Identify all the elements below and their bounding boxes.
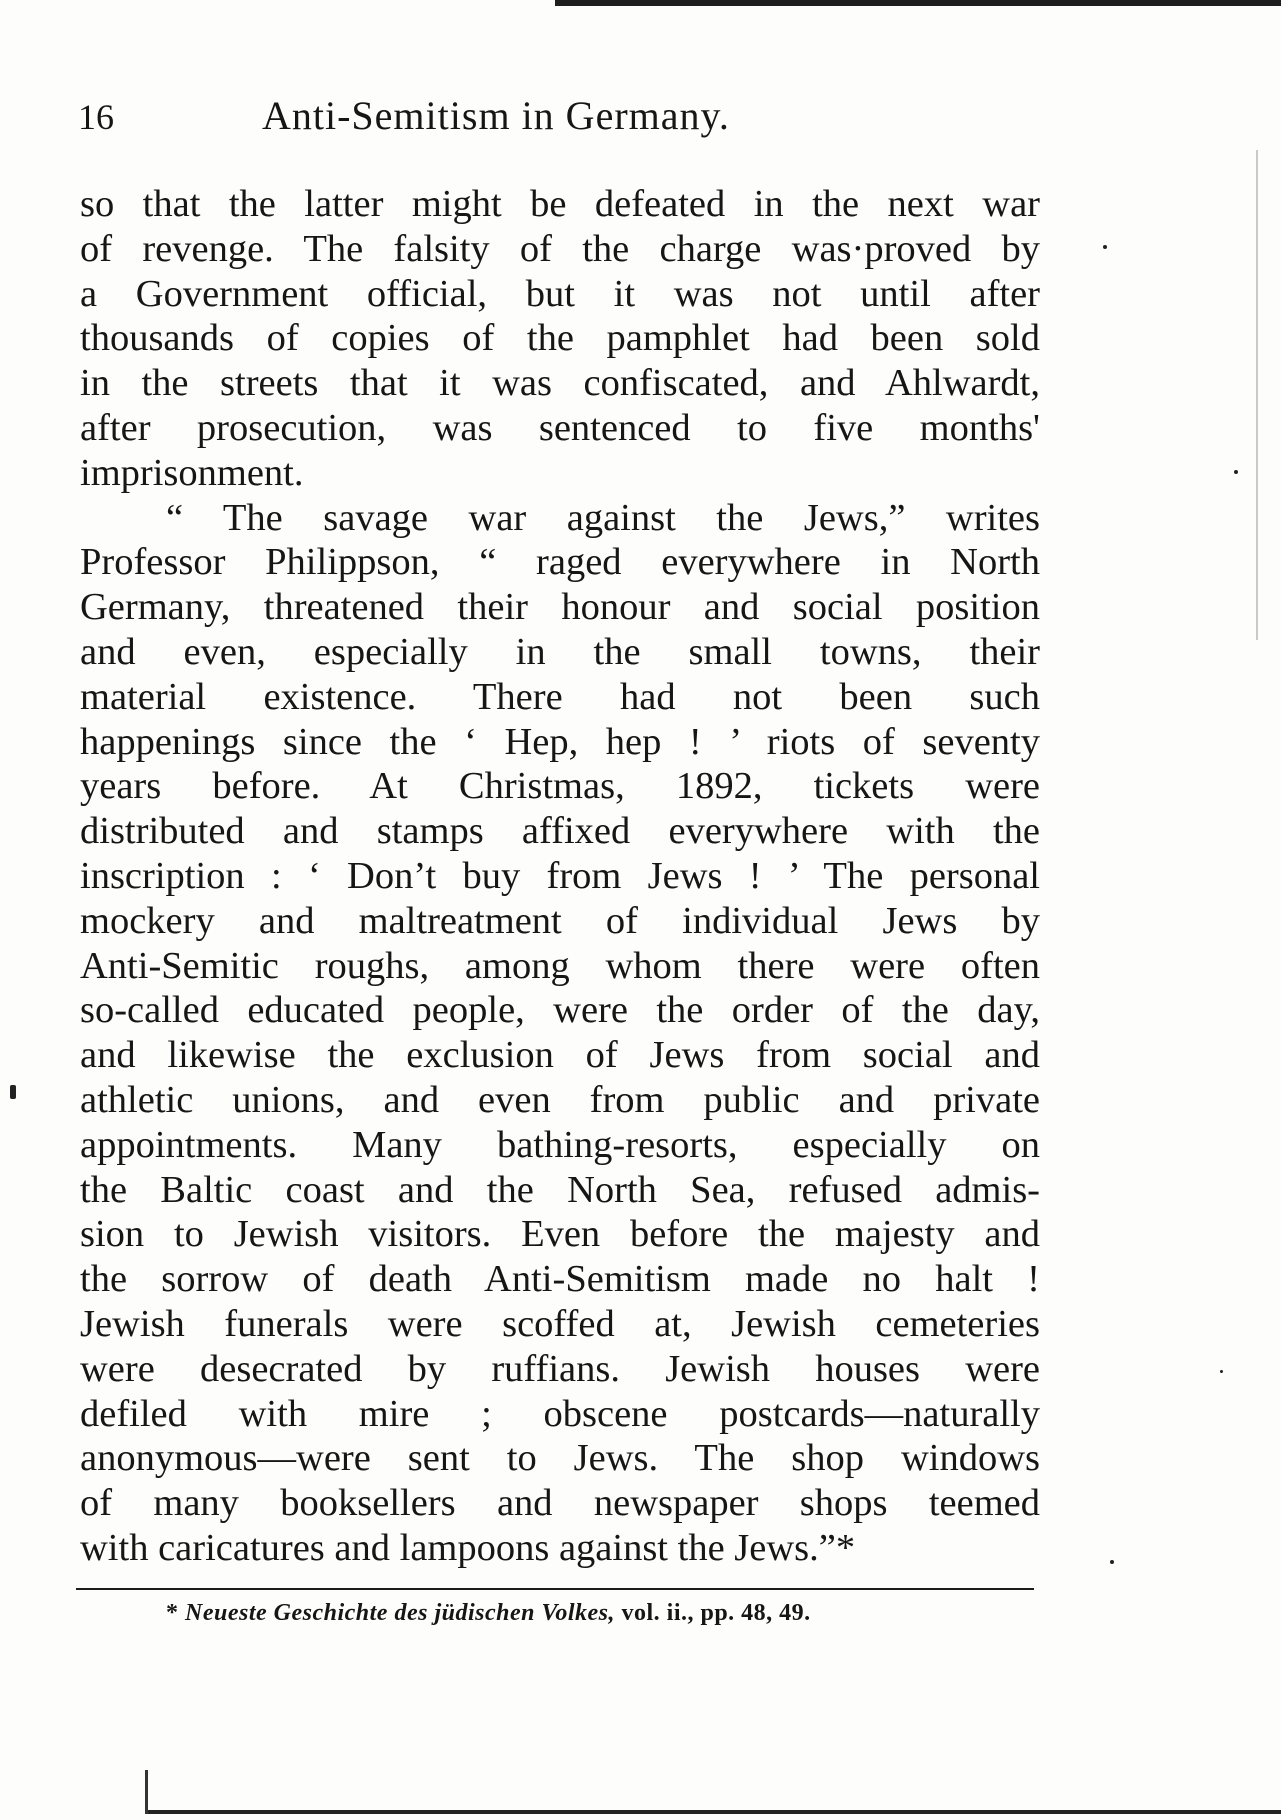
- body-line: inscription : ‘ Don’t buy from Jews ! ’ The personal: [80, 854, 1040, 897]
- body-text: [80, 182, 1040, 1571]
- body-line: thousands of copies of the pamphlet had been sold: [80, 317, 1040, 360]
- footnote-citation: vol. ii., pp. 48, 49.: [621, 1600, 811, 1626]
- body-line: anonymous—were sent to Jews. The shop windows: [80, 1437, 1040, 1480]
- body-line: sion to Jewish visitors. Even before the majesty and: [80, 1213, 1040, 1256]
- body-line: Germany, threatened their honour and social position: [80, 586, 1040, 629]
- footnote-title: Neueste Geschichte des jüdischen Volkes,: [185, 1600, 615, 1626]
- body-line: appointments. Many bathing-resorts, especially on: [80, 1123, 1040, 1166]
- footnote: [166, 1600, 1026, 1627]
- body-line: defiled with mire ; obscene postcards—naturally: [80, 1392, 1040, 1435]
- body-line: a Government official, but it was not until after: [80, 272, 1040, 315]
- scan-edge-bottom-left: [145, 1770, 148, 1814]
- body-line: distributed and stamps affixed everywhere with the: [80, 810, 1040, 853]
- body-line: athletic unions, and even from public and private: [80, 1078, 1040, 1121]
- body-line: mockery and maltreatment of individual Jews by: [80, 899, 1040, 942]
- body-line: material existence. There had not been such: [80, 675, 1040, 718]
- body-line: happenings since the ‘ Hep, hep ! ’ riots of seventy: [80, 720, 1040, 763]
- body-line: the Baltic coast and the North Sea, refused admis-: [80, 1168, 1040, 1211]
- body-line: “ The savage war against the Jews,” writes: [166, 496, 1040, 539]
- body-line: Professor Philippson, “ raged everywhere in North: [80, 541, 1040, 584]
- body-line: after prosecution, was sentenced to five months': [80, 406, 1040, 449]
- scan-speck: [1220, 1370, 1223, 1373]
- body-line: and even, especially in the small towns, their: [80, 630, 1040, 673]
- body-line: imprisonment.: [80, 451, 304, 494]
- body-line: of revenge. The falsity of the charge was·proved by: [80, 227, 1040, 270]
- body-line: years before. At Christmas, 1892, tickets were: [80, 765, 1040, 808]
- scan-edge-bottom: [148, 1810, 1281, 1814]
- body-line: in the streets that it was confiscated, and Ahlwardt,: [80, 362, 1040, 405]
- body-line: were desecrated by ruffians. Jewish houses were: [80, 1347, 1040, 1390]
- scan-edge-top: [555, 0, 1281, 6]
- scan-speck: [1234, 470, 1238, 474]
- body-line: with caricatures and lampoons against the Jews.”*: [80, 1526, 856, 1569]
- body-line: so-called educated people, were the order of the day,: [80, 989, 1040, 1032]
- footnote-marker: *: [166, 1600, 179, 1626]
- body-line: Anti-Semitic roughs, among whom there were often: [80, 944, 1040, 987]
- page-header: [78, 92, 1038, 146]
- body-line: of many booksellers and newspaper shops teemed: [80, 1482, 1040, 1525]
- body-line: so that the latter might be defeated in the next war: [80, 183, 1040, 225]
- page-number: 16: [78, 97, 114, 137]
- footnote-rule: [76, 1588, 1034, 1590]
- scan-edge-right: [1256, 150, 1258, 640]
- scan-speck: [1110, 1560, 1114, 1564]
- body-line: and likewise the exclusion of Jews from social and: [80, 1034, 1040, 1077]
- scan-speck: [10, 1085, 16, 1099]
- running-head: Anti-Semitism in Germany.: [262, 93, 730, 138]
- body-line: the sorrow of death Anti-Semitism made no halt !: [80, 1258, 1040, 1301]
- scan-speck: [1103, 245, 1107, 249]
- body-line: Jewish funerals were scoffed at, Jewish cemeteries: [80, 1302, 1040, 1345]
